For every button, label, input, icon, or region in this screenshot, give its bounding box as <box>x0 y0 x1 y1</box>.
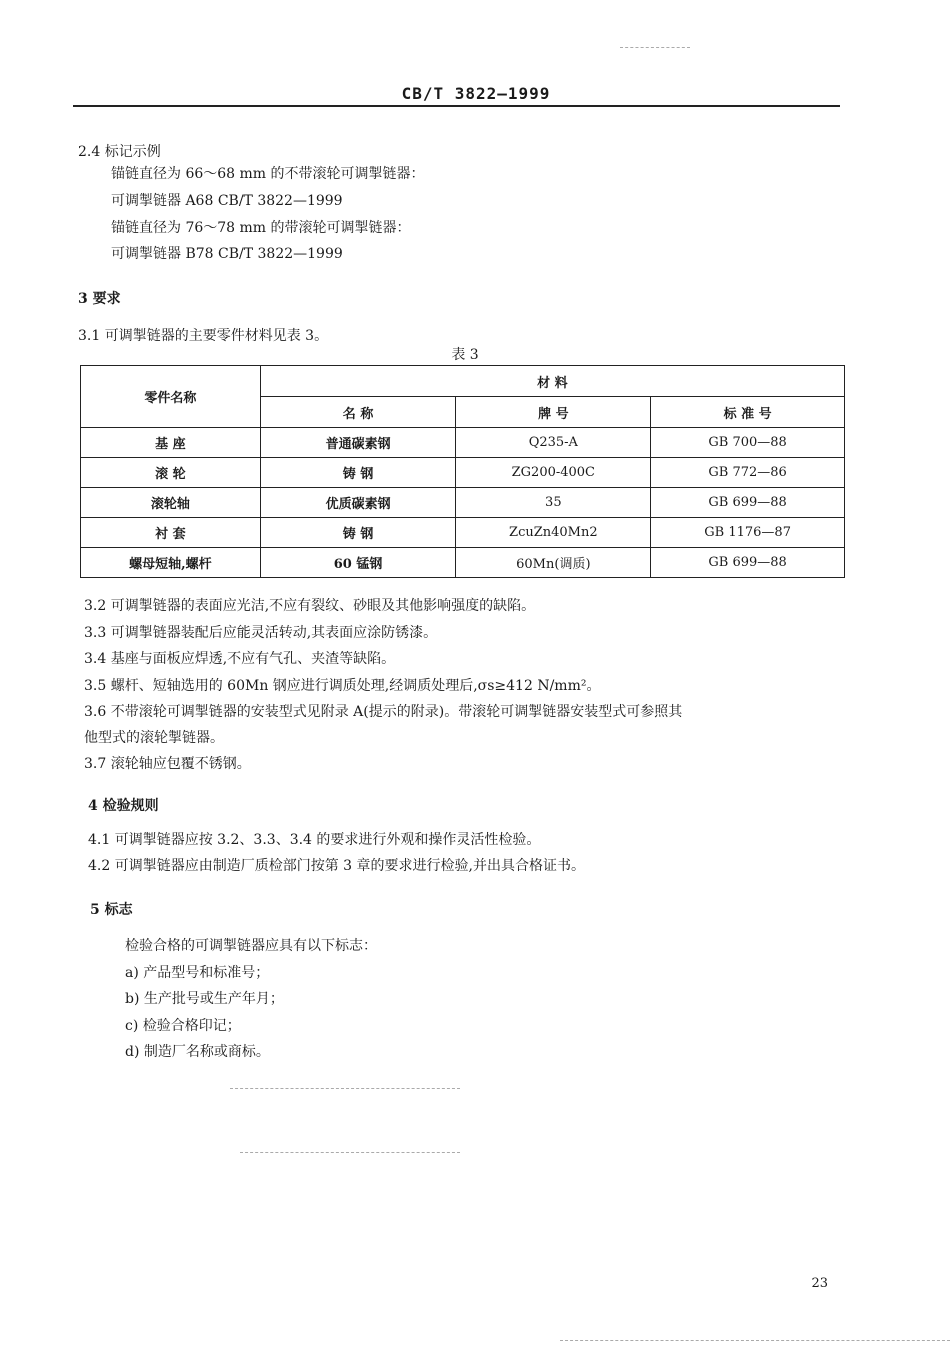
materials-group-header: 材 料 <box>260 366 844 397</box>
scan-artifact <box>620 47 690 48</box>
marking-example-line-2: 可调掣链器 A68 CB/T 3822—1999 <box>111 193 343 209</box>
grade-cell: ZG200-400C <box>456 458 651 488</box>
standard-cell: GB 700—88 <box>651 428 845 458</box>
grade-cell: 35 <box>456 488 651 518</box>
section-3-3-text: 3.3 可调掣链器装配后应能灵活转动,其表面应涂防锈漆。 <box>84 625 438 641</box>
material-name-cell: 优质碳素钢 <box>260 488 456 518</box>
marking-example-line-1: 锚链直径为 66～68 mm 的不带滚轮可调掣链器： <box>111 166 425 182</box>
section-3-1-text: 3.1 可调掣链器的主要零件材料见表 3。 <box>78 328 329 344</box>
table-header-row-1 <box>81 366 845 397</box>
part-cell: 基 座 <box>81 428 261 458</box>
marking-item-a: a) 产品型号和标准号； <box>125 965 270 981</box>
table-row <box>81 548 845 578</box>
standard-cell: GB 1176—87 <box>651 518 845 548</box>
page-number: 23 <box>811 1276 828 1291</box>
marking-item-b: b) 生产批号或生产年月； <box>125 991 284 1007</box>
section-3-4-text: 3.4 基座与面板应焊透,不应有气孔、夹渣等缺陷。 <box>84 651 396 667</box>
col-material-name-header: 名 称 <box>260 397 456 428</box>
part-cell: 衬 套 <box>81 518 261 548</box>
marking-item-d: d) 制造厂名称或商标。 <box>125 1044 270 1060</box>
section-4-2-text: 4.2 可调掣链器应由制造厂质检部门按第 3 章的要求进行检验,并出具合格证书。 <box>88 858 585 874</box>
col-standard-header: 标 准 号 <box>651 397 845 428</box>
section-5-intro: 检验合格的可调掣链器应具有以下标志： <box>125 938 377 954</box>
table-row <box>81 488 845 518</box>
header-rule <box>73 105 840 107</box>
scan-artifact <box>230 1088 460 1089</box>
section-3-2-text: 3.2 可调掣链器的表面应光洁,不应有裂纹、砂眼及其他影响强度的缺陷。 <box>84 598 536 614</box>
part-cell: 滚轮轴 <box>81 488 261 518</box>
material-name-cell: 普通碳素钢 <box>260 428 456 458</box>
standard-cell: GB 699—88 <box>651 488 845 518</box>
grade-cell: Q235-A <box>456 428 651 458</box>
marking-item-c: c) 检验合格印记； <box>125 1018 241 1034</box>
section-2-4-heading: 2.4 标记示例 <box>78 144 161 160</box>
section-5-heading: 5 标志 <box>90 902 133 918</box>
material-name-cell: 铸 钢 <box>260 518 456 548</box>
material-name-cell: 铸 钢 <box>260 458 456 488</box>
grade-cell: 60Mn(调质) <box>456 548 651 578</box>
table-row <box>81 428 845 458</box>
materials-table <box>80 365 845 578</box>
standard-cell: GB 772—86 <box>651 458 845 488</box>
part-cell: 螺母短轴,螺杆 <box>81 548 261 578</box>
section-3-7-text: 3.7 滚轮轴应包覆不锈钢。 <box>84 756 251 772</box>
table-row <box>81 518 845 548</box>
grade-cell: ZcuZn40Mn2 <box>456 518 651 548</box>
part-cell: 滚 轮 <box>81 458 261 488</box>
section-3-6-text-continued: 他型式的滚轮掣链器。 <box>84 730 224 746</box>
standard-cell: GB 699—88 <box>651 548 845 578</box>
material-name-cell: 60 锰钢 <box>260 548 456 578</box>
document-header-title: CB/T 3822—1999 <box>401 84 551 103</box>
section-4-heading: 4 检验规则 <box>88 798 159 814</box>
section-3-5-text: 3.5 螺杆、短轴选用的 60Mn 钢应进行调质处理,经调质处理后,σs≥412 N/mm²。 <box>84 678 601 694</box>
scan-artifact <box>240 1152 460 1153</box>
section-3-heading: 3 要求 <box>78 291 121 307</box>
table-row <box>81 458 845 488</box>
col-part-name-header: 零件名称 <box>81 366 261 428</box>
table-3-caption: 表 3 <box>451 347 479 363</box>
col-grade-header: 牌 号 <box>456 397 651 428</box>
marking-example-line-4: 可调掣链器 B78 CB/T 3822—1999 <box>111 246 343 262</box>
section-3-6-text: 3.6 不带滚轮可调掣链器的安装型式见附录 A(提示的附录)。带滚轮可调掣链器安装型式可参照其 <box>84 704 683 720</box>
section-4-1-text: 4.1 可调掣链器应按 3.2、3.3、3.4 的要求进行外观和操作灵活性检验。 <box>88 832 541 848</box>
marking-example-line-3: 锚链直径为 76～78 mm 的带滚轮可调掣链器： <box>111 220 411 236</box>
scan-artifact <box>560 1340 950 1341</box>
